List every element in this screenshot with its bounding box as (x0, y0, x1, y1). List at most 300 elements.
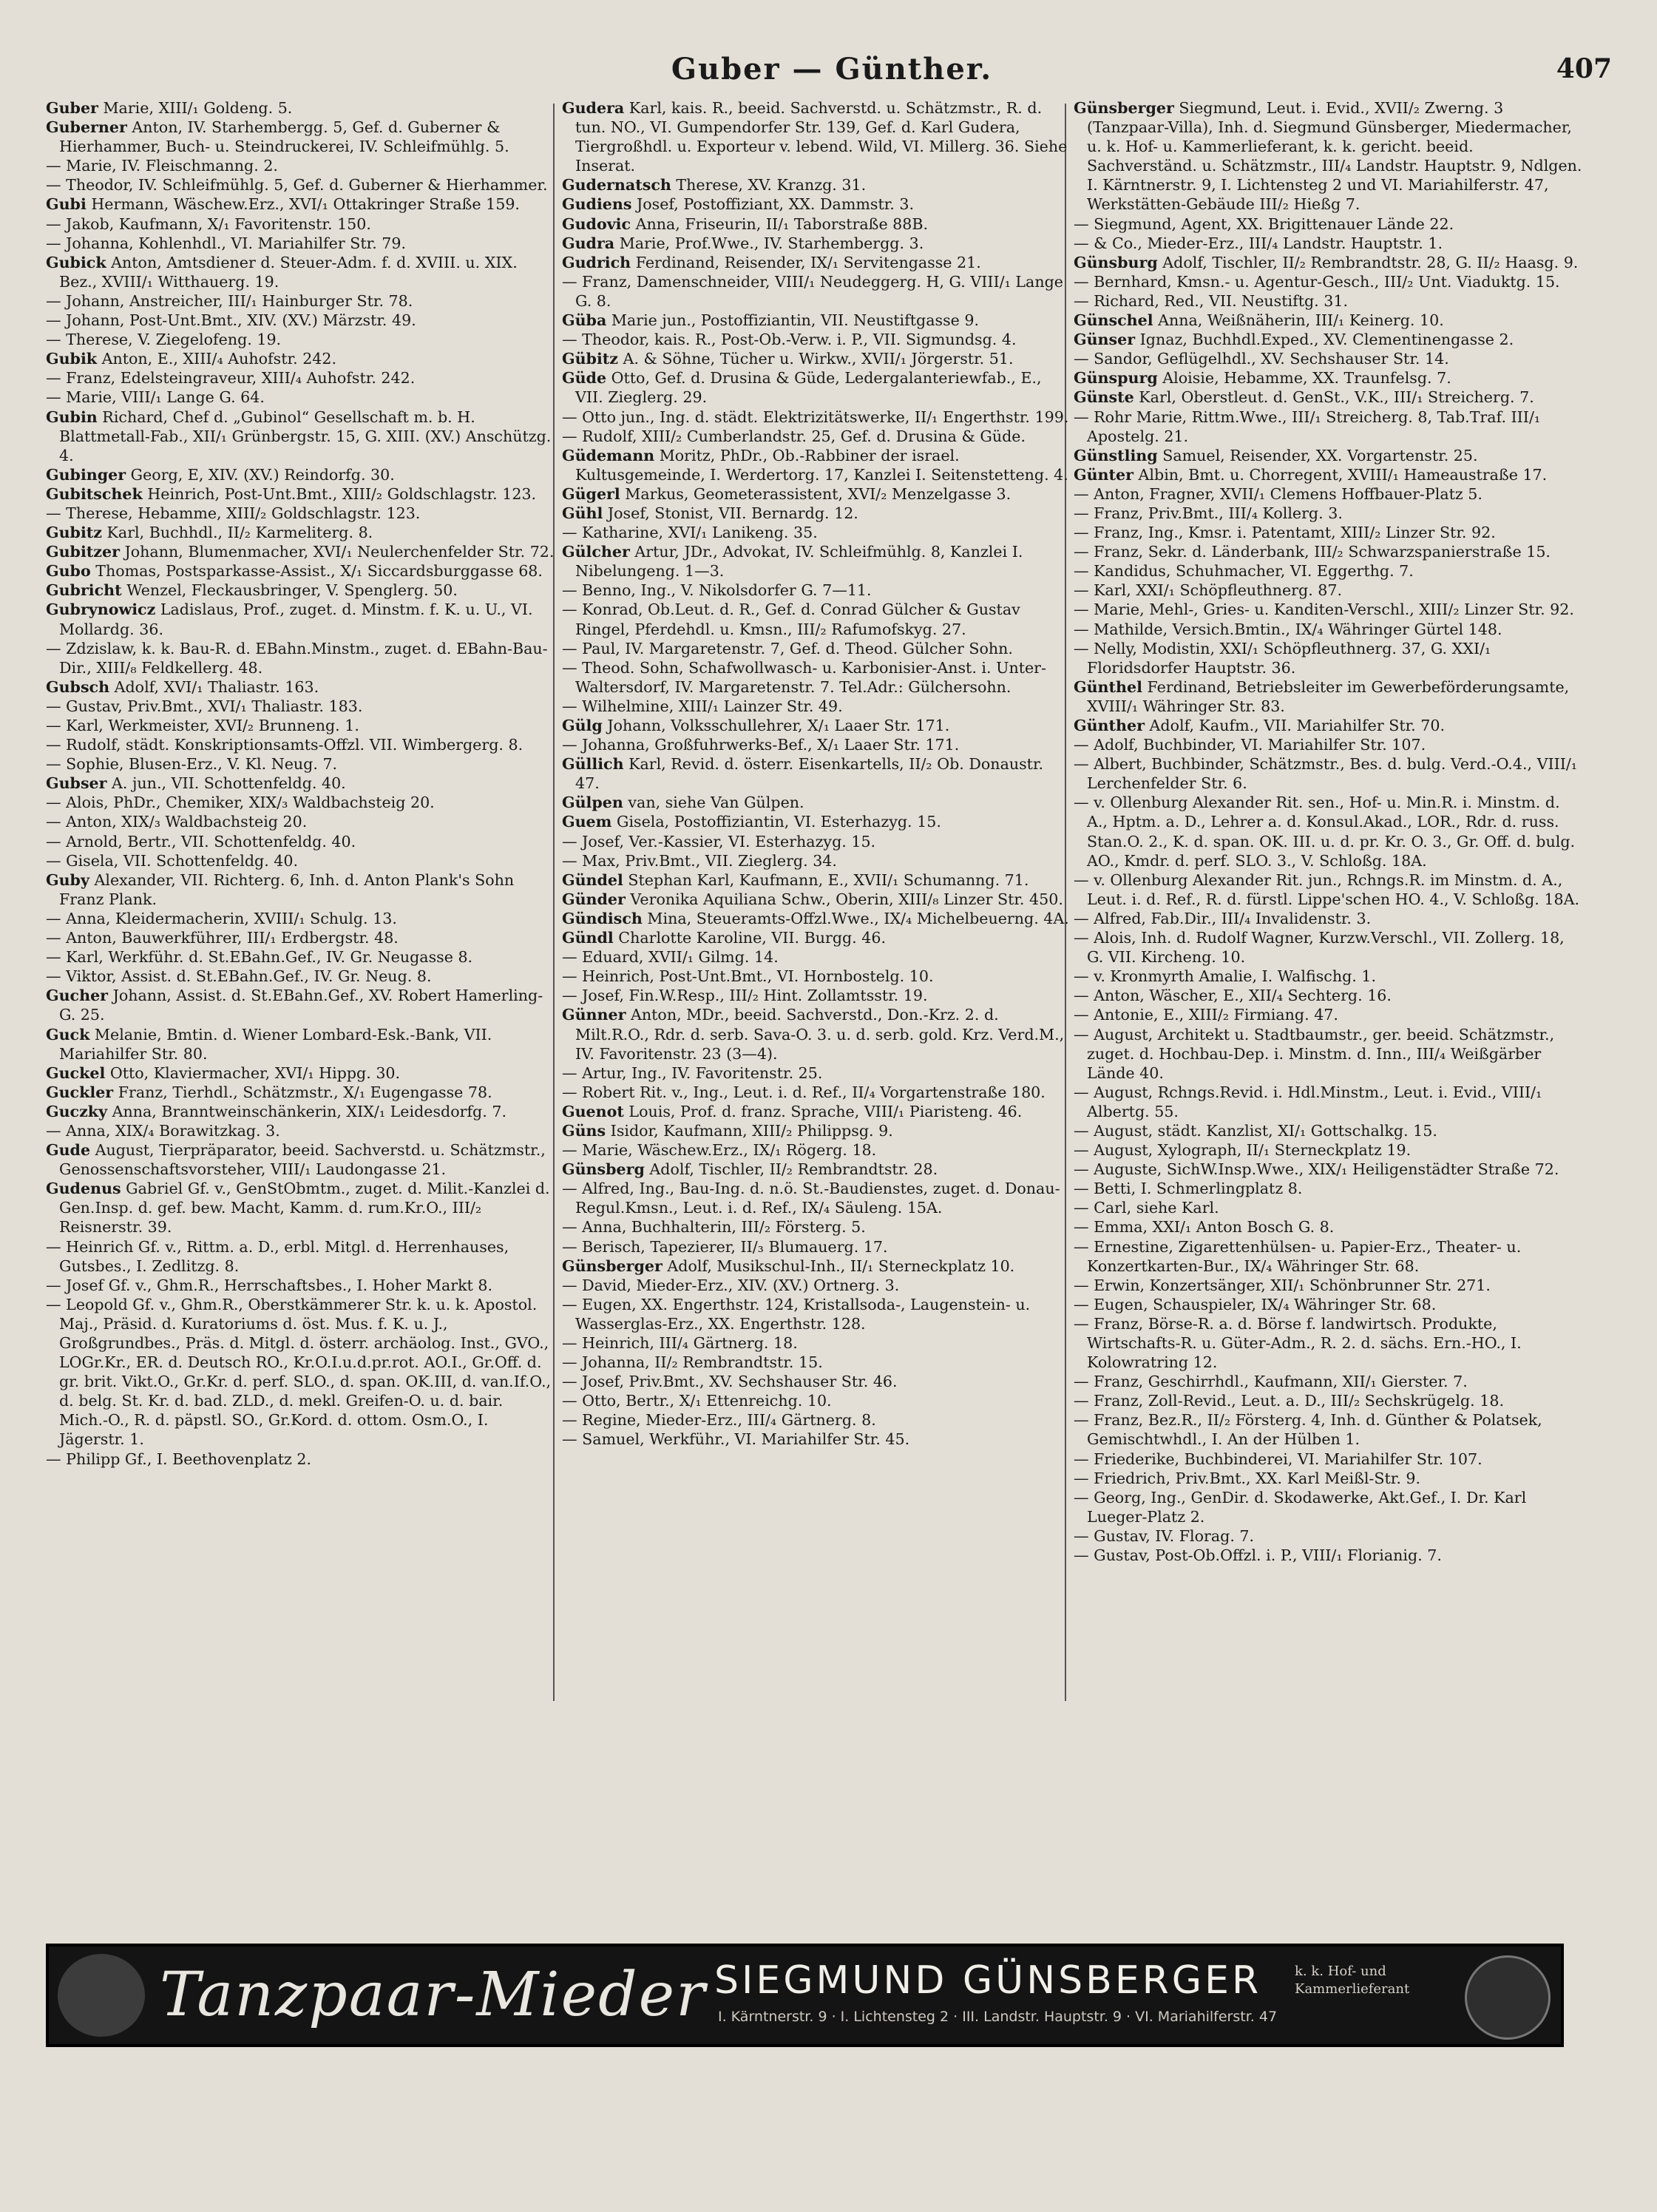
entry-details: Karl, Oberstleut. d. GenSt., V.K., III/₁ Streicherg. 7. (1134, 388, 1534, 407)
entry-details: Josef, Postoffiziant, XX. Dammstr. 3. (631, 195, 915, 214)
entry-details: — Rudolf, XIII/₂ Cumberlandstr. 25, Gef. d. Drusina & Güde. (562, 427, 1026, 445)
entry-surname: Gudovic (562, 214, 631, 233)
directory-entry (562, 1217, 1071, 1237)
advertisement-banner (46, 1944, 1564, 2047)
directory-entry (562, 735, 1071, 754)
entry-details: — Franz, Priv.Bmt., III/₄ Kollerg. 3. (1074, 504, 1343, 522)
directory-entry (562, 697, 1071, 716)
directory-entry (46, 1063, 555, 1083)
directory-entry (1074, 1314, 1582, 1372)
directory-entry (1074, 735, 1582, 754)
entry-details: Adolf, Musikschul-Inh., II/₁ Sterneckplatz 10. (662, 1256, 1015, 1275)
directory-entry (562, 195, 1071, 214)
entry-details: — Paul, IV. Margaretenstr. 7, Gef. d. Theod. Gülcher Sohn. (562, 639, 1013, 657)
directory-entry (562, 349, 1071, 368)
entry-details: Anna, Branntweinschänkerin, XIX/₁ Leidesdorfg. 7. (107, 1102, 506, 1120)
directory-entry (46, 812, 555, 831)
directory-entry (46, 214, 555, 234)
directory-entry (46, 947, 555, 967)
entry-details: — Franz, Ing., Kmsr. i. Patentamt, XIII/₂ Linzer Str. 92. (1074, 524, 1496, 542)
entry-details: Anna, Friseurin, II/₁ Taborstraße 88B. (631, 214, 929, 233)
entry-details: Melanie, Bmtin. d. Wiener Lombard-Esk.-Bank, VII. Mariahilfer Str. 80. (59, 1025, 492, 1063)
entry-details: Karl, Revid. d. österr. Eisenkartells, II/₂ Ob. Donaustr. 47. (575, 755, 1044, 793)
directory-entry (562, 1083, 1071, 1102)
directory-entry (1074, 349, 1582, 368)
ad-addresses: I. Kärntnerstr. 9 · I. Lichtensteg 2 · III. Landstr. Hauptstr. 9 · VI. Mariahilferstr. 47 (718, 2009, 1278, 2025)
entry-details: — Erwin, Konzertsänger, XII/₁ Schönbrunner Str. 271. (1074, 1276, 1491, 1294)
entry-details: Artur, JDr., Advokat, IV. Schleifmühlg. 8, Kanzlei I. Nibelungeng. 1—3. (575, 543, 1023, 581)
entry-details: — Alois, PhDr., Chemiker, XIX/₃ Waldbachsteig 20. (46, 794, 435, 812)
entry-details: — Carl, siehe Karl. (1074, 1199, 1219, 1217)
entry-details: — Rohr Marie, Rittm.Wwe., III/₁ Streicherg. 8, Tab.Traf. III/₁ Apostelg. 21. (1074, 407, 1541, 445)
entry-details: — Otto, Bertr., X/₁ Ettenreichg. 10. (562, 1392, 832, 1410)
directory-entry (562, 542, 1071, 581)
directory-entry (46, 1102, 555, 1121)
entry-details: — Mathilde, Versich.Bmtin., IX/₄ Währinger Gürtel 148. (1074, 620, 1502, 638)
entry-surname: Günther (1074, 717, 1145, 734)
directory-entry (1074, 1025, 1582, 1083)
entry-details: — David, Mieder-Erz., XIV. (XV.) Ortnerg. 3. (562, 1276, 900, 1294)
entry-details: — Heinrich Gf. v., Rittm. a. D., erbl. Mitgl. d. Herrenhauses, Gutsbes., I. Zedlitzg. 8. (46, 1237, 509, 1275)
entry-details: — Katharine, XVI/₁ Lanikeng. 35. (562, 524, 818, 542)
directory-entry (562, 1276, 1071, 1295)
entry-surname: Gubo (46, 562, 91, 581)
directory-entry (1074, 98, 1582, 214)
directory-entry (46, 774, 555, 793)
directory-entry (46, 234, 555, 253)
directory-entry (1074, 1005, 1582, 1024)
directory-entry (1074, 928, 1582, 967)
directory-entry (562, 832, 1071, 851)
directory-entry (562, 909, 1071, 928)
directory-entry (1074, 311, 1582, 330)
directory-entry (1074, 465, 1582, 484)
directory-entry (46, 928, 555, 947)
directory-entry (46, 368, 555, 388)
directory-entry (46, 388, 555, 407)
entry-details: — August, städt. Kanzlist, XI/₁ Gottschalkg. 15. (1074, 1121, 1437, 1140)
directory-entry (46, 986, 555, 1024)
directory-entry (1074, 1083, 1582, 1121)
directory-entry (1074, 234, 1582, 253)
entry-surname: Günsberger (1074, 99, 1174, 117)
entry-details: Charlotte Karoline, VII. Burgg. 46. (613, 929, 887, 947)
directory-entry (46, 600, 555, 638)
entry-details: Stephan Karl, Kaufmann, E., XVII/₁ Schumanng. 71. (623, 870, 1029, 889)
entry-details: — Benno, Ing., V. Nikolsdorfer G. 7—11. (562, 581, 872, 600)
entry-details: — Franz, Börse-R. a. d. Börse f. landwirtsch. Produkte, Wirtschafts-R. u. Güter-Adm., R. 2. d. sächs. Ern.-HO., I. Kolowratring 12. (1074, 1314, 1522, 1372)
entry-surname: Guem (562, 813, 612, 831)
directory-entry (46, 118, 555, 156)
entry-details: Josef, Stonist, VII. Bernardg. 12. (603, 504, 858, 522)
directory-entry (1074, 330, 1582, 349)
page-title: Guber — Günther. (671, 52, 993, 87)
directory-entry (1074, 986, 1582, 1005)
entry-details: Marie jun., Postoffiziantin, VII. Neustiftgasse 9. (606, 311, 980, 330)
entry-details: — Betti, I. Schmerlingplatz 8. (1074, 1180, 1303, 1198)
directory-entry (1074, 561, 1582, 581)
directory-entry (1074, 291, 1582, 311)
entry-details: — Franz, Bez.R., II/₂ Försterg. 4, Inh. d. Günther & Polatsek, Gemischtwhdl., I. An der Hülben 1. (1074, 1411, 1542, 1449)
directory-entry (1074, 1121, 1582, 1140)
entry-details: — Albert, Buchbinder, Schätzmstr., Bes. d. bulg. Verd.-O.4., VIII/₁ Lerchenfelder Str. 6. (1074, 755, 1578, 793)
directory-entry (46, 1025, 555, 1063)
directory-entry (1074, 1450, 1582, 1469)
directory-entry (562, 1333, 1071, 1353)
directory-entry (1074, 272, 1582, 291)
entry-details: A. jun., VII. Schottenfeldg. 40. (106, 774, 346, 793)
entry-details: — Richard, Red., VII. Neustiftg. 31. (1074, 291, 1348, 310)
directory-entry (1074, 581, 1582, 600)
entry-details: — Franz, Zoll-Revid., Leut. a. D., III/₂ Sechskrügelg. 18. (1074, 1392, 1504, 1410)
directory-entry (1074, 639, 1582, 677)
entry-surname: Güdemann (562, 446, 655, 464)
entry-details: — Regine, Mieder-Erz., III/₄ Gärtnerg. 8. (562, 1411, 876, 1430)
entry-details: Siegmund, Leut. i. Evid., XVII/₂ Zwerng. 3 (Tanzpaar-Villa), Inh. d. Siegmund Günsberger, Miedermacher, u. k. Hof- u. Kammerlieferant, k. k. gericht. beeid. Sachverständ. u. Schätzmstr., III/₄ Landstr. Hauptstr. 9, Ndlgen. I. Kärntnerstr. 9, I. Lichtensteg 2 und VI. Mariahilferstr. 47, Werkstätten-Gebäude III/₂ Hießg 7. (1087, 99, 1582, 214)
entry-details: Anton, Amtsdiener d. Steuer-Adm. f. d. XVIII. u. XIX. Bez., XVIII/₁ Witthauerg. 19. (59, 253, 518, 291)
entry-surname: Guby (46, 870, 89, 889)
directory-entry (562, 793, 1071, 812)
directory-entry (562, 98, 1071, 175)
entry-details: — Alfred, Fab.Dir., III/₄ Invalidenstr. 3. (1074, 909, 1372, 927)
directory-entry (46, 581, 555, 600)
directory-entry (562, 890, 1071, 909)
entry-surname: Gubitz (46, 524, 102, 542)
directory-entry (46, 407, 555, 465)
entry-surname: Gudrich (562, 253, 631, 271)
entry-details: Karl, kais. R., beeid. Sachverstd. u. Schätzmstr., R. d. tun. NO., VI. Gumpendorfer Str. 139, Gef. d. Karl Gudera, Tiergroßhdl. u. Exporteur v. lebend. Wild, VI. Millerg. 36. Siehe Inserat. (575, 99, 1068, 175)
entry-details: — Anton, Fragner, XVII/₁ Clemens Hoffbauer-Platz 5. (1074, 484, 1483, 503)
entry-details: — Anton, Bauwerkführer, III/₁ Erdbergstr. 48. (46, 929, 399, 947)
entry-details: — Max, Priv.Bmt., VII. Zieglerg. 34. (562, 851, 837, 870)
entry-details: Mina, Steueramts-Offzl.Wwe., IX/₄ Michelbeuerng. 4A. (642, 909, 1069, 927)
column-1 (46, 98, 555, 1651)
directory-entry (562, 1140, 1071, 1160)
dancer-logo-icon (58, 1954, 145, 2037)
entry-details: Johann, Assist. d. St.EBahn.Gef., XV. Robert Hamerling-G. 25. (59, 987, 543, 1024)
directory-entry (562, 639, 1071, 658)
entry-details: Johann, Blumenmacher, XVI/₁ Neulerchenfelder Str. 72. (119, 543, 555, 561)
directory-entry (1074, 1546, 1582, 1565)
entry-details: Richard, Chef d. „Gubinol“ Gesellschaft m. b. H. Blattmetall-Fab., XII/₁ Grünbergstr. 15, G. XIII. (XV.) Anschützg. 4. (59, 407, 552, 464)
directory-entry (1074, 620, 1582, 639)
imperial-eagle-icon (1465, 1955, 1551, 2040)
entry-details: — August, Architekt u. Stadtbaumstr., ger. beeid. Schätzmstr., zuget. d. Hochbau-Dep. i. Minstm. d. Inn., III/₄ Weißgärber Lände 40. (1074, 1025, 1555, 1082)
entry-details: van, siehe Van Gülpen. (623, 794, 804, 812)
entry-details: Wenzel, Fleckausbringer, V. Spenglerg. 50. (121, 581, 458, 600)
entry-surname: Guckler (46, 1083, 114, 1101)
entry-details: — Sophie, Blusen-Erz., V. Kl. Neug. 7. (46, 755, 338, 774)
entry-surname: Guber (46, 99, 98, 117)
page-number: 407 (1556, 53, 1612, 84)
entry-details: Alexander, VII. Richterg. 6, Inh. d. Anton Plank's Sohn Franz Plank. (59, 870, 515, 908)
directory-entry (1074, 677, 1582, 716)
directory-entry (46, 330, 555, 349)
entry-surname: Günstling (1074, 446, 1158, 464)
entry-surname: Gühl (562, 504, 603, 522)
entry-details: — Heinrich, III/₄ Gärtnerg. 18. (562, 1334, 798, 1352)
directory-entry (562, 967, 1071, 986)
directory-entry (46, 677, 555, 697)
entry-details: Gisela, Postoffiziantin, VI. Esterhazyg. 15. (611, 813, 941, 831)
entry-details: — Otto jun., Ing. d. städt. Elektrizitätswerke, II/₁ Engerthstr. 199. (562, 407, 1069, 426)
directory-entry (1074, 484, 1582, 504)
entry-surname: Gügerl (562, 484, 620, 503)
entry-details: Adolf, Tischler, II/₂ Rembrandtstr. 28. (644, 1160, 938, 1179)
entry-surname: Günsberger (562, 1256, 663, 1275)
directory-entry (562, 523, 1071, 542)
ad-brand: SIEGMUND GÜNSBERGER (714, 1958, 1262, 2003)
directory-entry (46, 253, 555, 291)
directory-entry (562, 1256, 1071, 1276)
entry-details: — Ernestine, Zigarettenhülsen- u. Papier-Erz., Theater- u. Konzertkarten-Bur., IX/₄ Währinger Str. 68. (1074, 1237, 1522, 1275)
entry-details: — Franz, Edelsteingraveur, XIII/₄ Auhofstr. 242. (46, 369, 416, 388)
column-3 (1074, 98, 1582, 1651)
entry-details: — Artur, Ing., IV. Favoritenstr. 25. (562, 1063, 823, 1082)
column-2 (562, 98, 1071, 1651)
entry-details: — Adolf, Buchbinder, VI. Mariahilfer Str. 107. (1074, 736, 1426, 754)
directory-entry (562, 870, 1071, 890)
directory-entry (1074, 870, 1582, 909)
directory-entry (46, 195, 555, 214)
entry-details: Samuel, Reisender, XX. Vorgartenstr. 25. (1157, 446, 1478, 464)
entry-details: Adolf, Tischler, II/₂ Rembrandtstr. 28, G. II/₂ Haasg. 9. (1157, 253, 1579, 271)
entry-details: Marie, XIII/₁ Goldeng. 5. (98, 99, 293, 117)
directory-entry (1074, 600, 1582, 619)
directory-entry (562, 754, 1071, 793)
directory-entry (562, 214, 1071, 234)
directory-entry (46, 1083, 555, 1102)
directory-entry (1074, 1410, 1582, 1449)
entry-details: — Wilhelmine, XIII/₁ Lainzer Str. 49. (562, 697, 843, 715)
directory-entry (1074, 253, 1582, 272)
directory-entry (562, 1005, 1071, 1063)
directory-entry (1074, 1179, 1582, 1198)
entry-surname: Günner (562, 1006, 626, 1024)
directory-entry (562, 1391, 1071, 1410)
entry-details: — Samuel, Werkführ., VI. Mariahilfer Str. 45. (562, 1430, 910, 1449)
directory-entry (46, 909, 555, 928)
entry-surname: Günspurg (1074, 369, 1158, 388)
directory-entry (1074, 388, 1582, 407)
directory-entry (562, 581, 1071, 600)
entry-surname: Güba (562, 311, 607, 330)
entry-details: Georg, E, XIV. (XV.) Reindorfg. 30. (126, 465, 395, 484)
entry-details: — Anton, Wäscher, E., XII/₄ Sechterg. 16. (1074, 987, 1392, 1005)
directory-entry (1074, 446, 1582, 465)
directory-entry (562, 504, 1071, 523)
directory-entry (46, 291, 555, 311)
entry-surname: Gülg (562, 717, 603, 734)
directory-entry (562, 368, 1071, 407)
entry-details: — Arnold, Bertr., VII. Schottenfeldg. 40. (46, 832, 356, 850)
entry-surname: Gündl (562, 929, 614, 947)
entry-surname: Gündisch (562, 909, 643, 927)
entry-details: — Robert Rit. v., Ing., Leut. i. d. Ref., II/₄ Vorgartenstraße 180. (562, 1083, 1046, 1101)
entry-details: — v. Ollenburg Alexander Rit. jun., Rchngs.R. im Minstm. d. A., Leut. i. d. Ref., R. d. fürstl. Lippe'schen HO. 4., V. Schloßg. 18A. (1074, 870, 1580, 908)
entry-details: — Johanna, II/₂ Rembrandtstr. 15. (562, 1353, 823, 1372)
entry-details: — Auguste, SichW.Insp.Wwe., XIX/₁ Heiligenstädter Straße 72. (1074, 1160, 1559, 1179)
directory-entry (46, 851, 555, 870)
entry-details: — & Co., Mieder-Erz., III/₄ Landstr. Hauptstr. 1. (1074, 234, 1443, 252)
entry-details: Franz, Tierhdl., Schätzmstr., X/₁ Eugengasse 78. (113, 1083, 492, 1101)
entry-surname: Günste (1074, 388, 1134, 407)
directory-entry (46, 523, 555, 542)
entry-details: Moritz, PhDr., Ob.-Rabbiner der israel. Kultusgemeinde, I. Werdertorg. 17, Kanzlei I. Seitenstetteng. 4. (575, 446, 1068, 484)
entry-details: — Jakob, Kaufmann, X/₁ Favoritenstr. 150. (46, 214, 371, 233)
directory-entry (562, 812, 1071, 831)
entry-details: — Leopold Gf. v., Ghm.R., Oberstkämmerer Str. k. u. k. Apostol. Maj., Präsid. d. Kuratoriums d. öst. Mus. f. K. u. J., Großgrundbes., Präs. d. Mitgl. d. österr. archäolog. Inst., GVO., LOGr.Kr., ER. d. Deutsch RO., Kr.O.I.u.d.pr.rot. AO.I., Gr.Off. d. gr. brit. Vikt.O., Gr.Kr. d. perf. SLO., d. span. OK.III, d. van.If.O., d. belg. St. Kr. d. bad. ZLD., d. mekl. Greifen-O. u. d. bair. Mich.-O., R. d. päpstl. SO., Gr.Kord. d. ottom. Osm.O., I. Jägerstr. 1. (46, 1295, 552, 1449)
directory-entry (562, 1410, 1071, 1430)
directory-entry (1074, 754, 1582, 793)
entry-details: Veronika Aquiliana Schw., Oberin, XIII/₈ Linzer Str. 450. (625, 890, 1063, 908)
entry-details: Ferdinand, Reisender, IX/₁ Servitengasse 21. (631, 253, 981, 271)
directory-entry (562, 1102, 1071, 1121)
entry-surname: Gülcher (562, 543, 630, 561)
entry-details: — Philipp Gf., I. Beethovenplatz 2. (46, 1450, 312, 1468)
entry-details: Aloisie, Hebamme, XX. Traunfelsg. 7. (1157, 369, 1451, 388)
directory-entry (562, 658, 1071, 697)
directory-entry (562, 427, 1071, 446)
directory-entry (1074, 1198, 1582, 1217)
entry-details: — Theodor, IV. Schleifmühlg. 5, Gef. d. Guberner & Hierhammer. (46, 176, 548, 195)
entry-surname: Gubitzer (46, 543, 120, 561)
entry-details: Anton, E., XIII/₄ Auhofstr. 242. (97, 350, 337, 368)
entry-details: — Kandidus, Schuhmacher, VI. Eggerthg. 7. (1074, 562, 1414, 581)
directory-entry (1074, 1295, 1582, 1314)
entry-surname: Gubricht (46, 581, 122, 600)
entry-details: Adolf, Kaufm., VII. Mariahilfer Str. 70. (1144, 717, 1446, 734)
entry-details: — Sandor, Geflügelhdl., XV. Sechshauser Str. 14. (1074, 350, 1449, 368)
entry-surname: Guczky (46, 1102, 108, 1120)
entry-surname: Gudiens (562, 195, 632, 214)
directory-entry (562, 1121, 1071, 1140)
entry-details: — Marie, IV. Fleischmanng. 2. (46, 157, 278, 175)
directory-entry (1074, 1140, 1582, 1160)
entry-surname: Gübitz (562, 350, 618, 368)
entry-surname: Gülpen (562, 794, 623, 812)
directory-entry (562, 1430, 1071, 1449)
entry-details: Gabriel Gf. v., GenStObmtm., zuget. d. Milit.-Kanzlei d. Gen.Insp. d. gef. bew. Macht, Kamm. d. rum.Kr.O., III/₂ Reisnerstr. 39. (59, 1180, 550, 1237)
entry-details: — Zdzislaw, k. k. Bau-R. d. EBahn.Minstm., zuget. d. EBahn-Bau-Dir., XIII/₈ Feldkellerg. 48. (46, 639, 548, 677)
entry-details: — August, Xylograph, II/₁ Sterneckplatz 19. (1074, 1141, 1412, 1160)
entry-surname: Güns (562, 1121, 606, 1140)
entry-surname: Güde (562, 369, 607, 388)
directory-entry (46, 561, 555, 581)
directory-entry (1074, 793, 1582, 870)
entry-details: — Gustav, Priv.Bmt., XVI/₁ Thaliastr. 183. (46, 697, 363, 715)
entry-details: — Gustav, Post-Ob.Offzl. i. P., VIII/₁ Florianig. 7. (1074, 1546, 1442, 1565)
directory-entry (46, 484, 555, 504)
directory-entry (1074, 542, 1582, 561)
directory-entry (562, 1063, 1071, 1083)
directory-entry (562, 484, 1071, 504)
directory-entry (46, 156, 555, 175)
directory-entry (46, 754, 555, 774)
entry-details: Thomas, Postsparkasse-Assist., X/₁ Siccardsburggasse 68. (90, 562, 543, 581)
directory-entry (1074, 523, 1582, 542)
directory-entry (1074, 1160, 1582, 1179)
ad-slogan: Tanzpaar-Mieder (160, 1960, 707, 2030)
directory-entry (46, 98, 555, 118)
directory-entry (46, 1276, 555, 1295)
directory-entry (1074, 1372, 1582, 1391)
entry-details: — Karl, XXI/₁ Schöpfleuthnerg. 87. (1074, 581, 1343, 600)
entry-surname: Gündel (562, 870, 623, 889)
directory-entry (46, 1179, 555, 1237)
ad-royal-warrant: k. k. Hof- und Kammerlieferant (1295, 1964, 1410, 1997)
entry-details: — Anna, XIX/₄ Borawitzkag. 3. (46, 1121, 280, 1140)
entry-details: — Friedrich, Priv.Bmt., XX. Karl Meißl-Str. 9. (1074, 1469, 1421, 1487)
entry-surname: Guckel (46, 1063, 106, 1082)
directory-entry (46, 465, 555, 484)
entry-details: — Therese, V. Ziegelofeng. 19. (46, 331, 282, 349)
directory-entry (1074, 1488, 1582, 1526)
directory-entry (1074, 967, 1582, 986)
directory-entry (46, 793, 555, 812)
directory-entry (562, 986, 1071, 1005)
directory-entry (562, 1160, 1071, 1179)
entry-details: Anton, IV. Starhembergg. 5, Gef. d. Guberner & Hierhammer, Buch- u. Steindruckerei, IV. Schleifmühlg. 5. (59, 118, 509, 156)
entry-details: Markus, Geometerassistent, XVI/₂ Menzelgasse 3. (620, 484, 1012, 503)
entry-details: — Karl, Werkmeister, XVI/₂ Brunneng. 1. (46, 717, 359, 734)
directory-entry (1074, 214, 1582, 234)
entry-details: — Josef, Fin.W.Resp., III/₂ Hint. Zollamtsstr. 19. (562, 987, 928, 1005)
entry-details: A. & Söhne, Tücher u. Wirkw., XVII/₁ Jörgerstr. 51. (618, 350, 1014, 368)
entry-details: — Marie, VIII/₁ Lange G. 64. (46, 388, 265, 407)
directory-entry (562, 1372, 1071, 1391)
entry-details: — Friederike, Buchbinderei, VI. Mariahilfer Str. 107. (1074, 1450, 1483, 1468)
entry-details: Marie, Prof.Wwe., IV. Starhembergg. 3. (614, 234, 924, 252)
directory-entry (562, 1179, 1071, 1217)
directory-entry (46, 697, 555, 716)
entry-details: — Josef Gf. v., Ghm.R., Herrschaftsbes., I. Hoher Markt 8. (46, 1276, 493, 1294)
directory-entry (562, 600, 1071, 638)
entry-details: — Eugen, Schauspieler, IX/₄ Währinger Str. 68. (1074, 1295, 1437, 1313)
directory-entry (562, 716, 1071, 735)
entry-details: Otto, Gef. d. Drusina & Güde, Ledergalanteriewfab., E., VII. Zieglerg. 29. (575, 369, 1042, 407)
directory-entry (1074, 1469, 1582, 1488)
entry-details: — Johann, Anstreicher, III/₁ Hainburger Str. 78. (46, 291, 413, 310)
entry-details: — Franz, Damenschneider, VIII/₁ Neudeggerg. H, G. VIII/₁ Lange G. 8. (562, 272, 1063, 310)
entry-details: — Anna, Kleidermacherin, XVIII/₁ Schulg. 13. (46, 909, 397, 927)
entry-details: — Johanna, Großfuhrwerks-Bef., X/₁ Laaer Str. 171. (562, 736, 960, 754)
entry-surname: Guck (46, 1025, 90, 1044)
entry-details: Adolf, XVI/₁ Thaliastr. 163. (109, 677, 319, 696)
directory-entry (562, 175, 1071, 195)
directory-entry (46, 1295, 555, 1450)
directory-entry (562, 947, 1071, 967)
directory-entry (1074, 1276, 1582, 1295)
entry-surname: Gubinger (46, 465, 126, 484)
entry-surname: Günschel (1074, 311, 1153, 330)
entry-details: — Josef, Ver.-Kassier, VI. Esterhazyg. 15. (562, 832, 876, 850)
entry-details: — Berisch, Tapezierer, II/₃ Blumauerg. 17. (562, 1237, 888, 1256)
entry-details: — v. Ollenburg Alexander Rit. sen., Hof- u. Min.R. i. Minstm. d. A., Hptm. a. D., Lehrer a. d. Konsul.Akad., LOR., Rdr. d. russ. Stan.O. 2., K. d. span. OK. III. u. d. pr. Kr. O. 3., Gr. Off. d. bulg. AO., Kmdr. d. perf. SLO. 3., V. Schloßg. 18A. (1074, 794, 1576, 870)
entry-details: — Franz, Sekr. d. Länderbank, III/₂ Schwarzspanierstraße 15. (1074, 543, 1551, 561)
directory-entry (46, 542, 555, 561)
entry-details: — Theodor, kais. R., Post-Ob.-Verw. i. P., VII. Sigmundsg. 4. (562, 331, 1017, 349)
directory-entry (46, 311, 555, 330)
directory-entry (1074, 716, 1582, 735)
directory-entry (1074, 1217, 1582, 1237)
directory-entry (1074, 1237, 1582, 1276)
entry-surname: Guenot (562, 1102, 624, 1120)
entry-details: — Gustav, IV. Florag. 7. (1074, 1526, 1255, 1545)
entry-details: Karl, Buchhdl., II/₂ Karmeliterg. 8. (102, 524, 373, 542)
directory-entry (46, 349, 555, 368)
entry-details: — Antonie, E., XIII/₂ Firmiang. 47. (1074, 1006, 1338, 1024)
